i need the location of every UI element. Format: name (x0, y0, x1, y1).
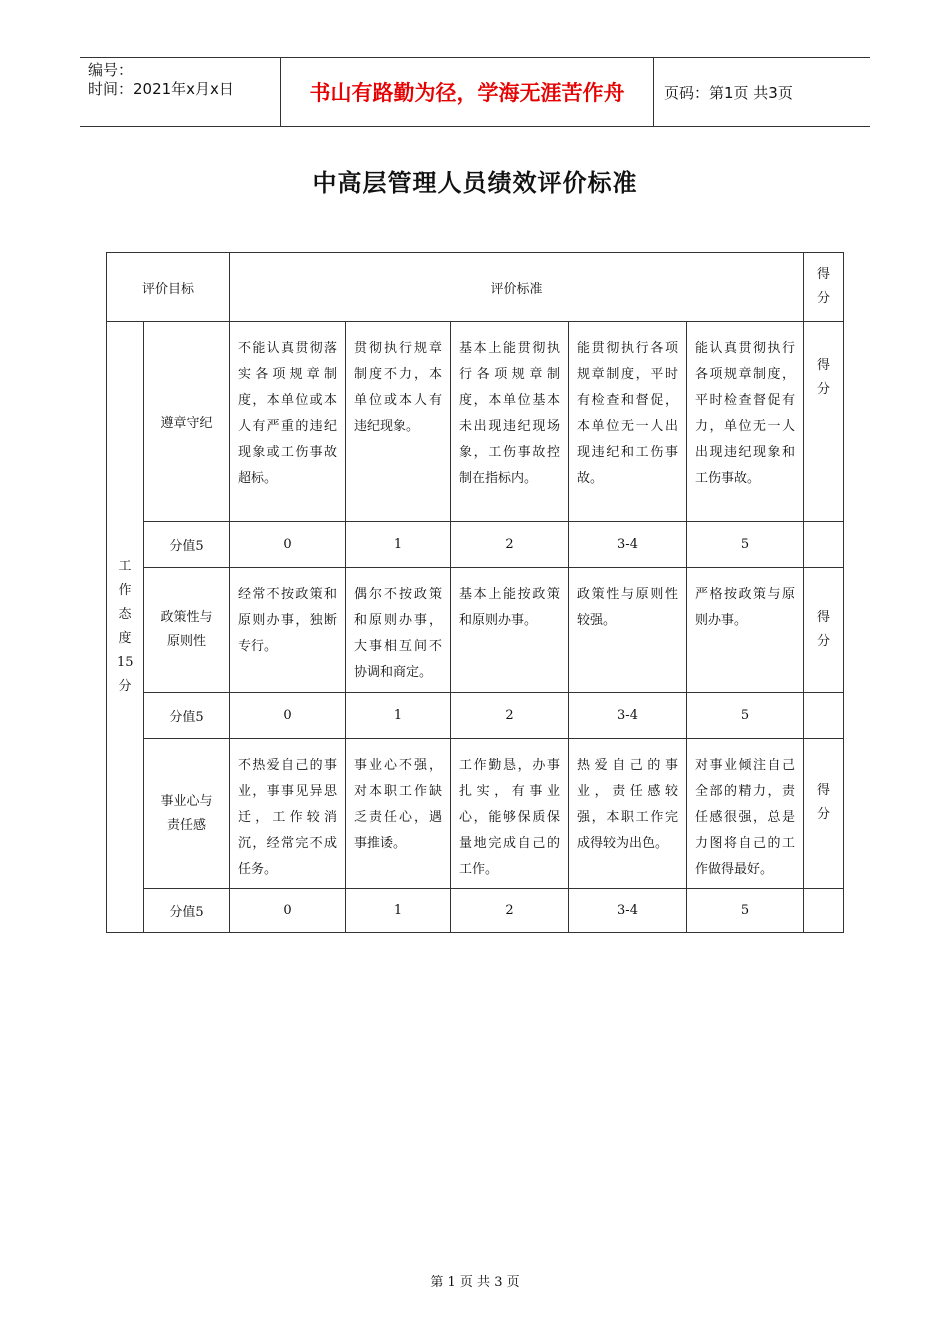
value-label: 分值5 (144, 693, 230, 739)
page-footer: 第 1 页 共 3 页 (430, 1275, 520, 1290)
table-row (107, 693, 844, 739)
value-4: 5 (687, 693, 804, 739)
value-2: 2 (451, 889, 569, 933)
level-3-desc: 热爱自己的事业，责任感较强，本职工作完成得较为出色。 (569, 739, 687, 889)
header-meta (80, 58, 281, 126)
value-1: 1 (346, 522, 451, 568)
value-0: 0 (230, 522, 346, 568)
value-3: 3-4 (569, 522, 687, 568)
number-label: 编号： (88, 61, 134, 79)
score-cell (804, 522, 844, 568)
document-title: 中高层管理人员绩效评价标准 (312, 168, 638, 197)
level-0-desc: 经常不按政策和原则办事，独断专行。 (230, 568, 346, 693)
table-row (107, 522, 844, 568)
table-row (107, 889, 844, 933)
level-0-desc: 不热爱自己的事业，事事见异思迁，工作较消沉，经常完不成任务。 (230, 739, 346, 889)
table-row (107, 322, 844, 522)
value-2: 2 (451, 522, 569, 568)
level-4-desc: 能认真贯彻执行各项规章制度，平时检查督促有力，单位无一人出现违纪现象和工伤事故。 (687, 322, 804, 522)
level-4-desc: 对事业倾注自己全部的精力，责任感很强，总是力图将自己的工作做得最好。 (687, 739, 804, 889)
value-0: 0 (230, 693, 346, 739)
header-standard: 评价标准 (230, 253, 804, 322)
criterion-name: 遵章守纪 (144, 322, 230, 522)
value-label: 分值5 (144, 889, 230, 933)
level-2-desc: 工作勤恳，办事扎实，有事业心，能够保质保量地完成自己的工作。 (451, 739, 569, 889)
value-3: 3-4 (569, 693, 687, 739)
page-header (80, 57, 870, 127)
value-1: 1 (346, 889, 451, 933)
level-1-desc: 偶尔不按政策和原则办事，大事相互间不协调和商定。 (346, 568, 451, 693)
table-row (107, 739, 844, 889)
table-header-row (107, 253, 844, 322)
time-label: 时间：2021年x月x日 (88, 80, 234, 98)
level-0-desc: 不能认真贯彻落实各项规章制度，本单位或本人有严重的违纪现象或工伤事故超标。 (230, 322, 346, 522)
value-4: 5 (687, 889, 804, 933)
header-page-info: 页码：第1页 共3页 (664, 83, 793, 102)
value-4: 5 (687, 522, 804, 568)
score-cell (804, 889, 844, 933)
value-0: 0 (230, 889, 346, 933)
level-4-desc: 严格按政策与原则办事。 (687, 568, 804, 693)
value-3: 3-4 (569, 889, 687, 933)
header-target: 评价目标 (107, 253, 230, 322)
level-2-desc: 基本上能按政策和原则办事。 (451, 568, 569, 693)
score-label: 得分 (804, 739, 844, 889)
table-row (107, 568, 844, 693)
level-2-desc: 基本上能贯彻执行各项规章制度，本单位基本未出现违纪现场象，工伤事故控制在指标内。 (451, 322, 569, 522)
criterion-name: 事业心与 责任感 (144, 739, 230, 889)
criterion-name: 政策性与 原则性 (144, 568, 230, 693)
level-3-desc: 政策性与原则性较强。 (569, 568, 687, 693)
level-1-desc: 事业心不强，对本职工作缺乏责任心，遇事推诿。 (346, 739, 451, 889)
value-label: 分值5 (144, 522, 230, 568)
header-motto: 书山有路勤为径，学海无涯苦作舟 (281, 58, 654, 126)
score-label: 得分 (804, 568, 844, 693)
score-cell (804, 693, 844, 739)
level-3-desc: 能贯彻执行各项规章制度，平时有检查和督促，本单位无一人出现违纪和工伤事故。 (569, 322, 687, 522)
value-2: 2 (451, 693, 569, 739)
header-score: 得分 (804, 253, 844, 322)
evaluation-table (106, 252, 844, 933)
score-label: 得分 (804, 322, 844, 522)
level-1-desc: 贯彻执行规章制度不力，本单位或本人有违纪现象。 (346, 322, 451, 522)
value-1: 1 (346, 693, 451, 739)
category-cell: 工作态度15分 (107, 322, 144, 933)
